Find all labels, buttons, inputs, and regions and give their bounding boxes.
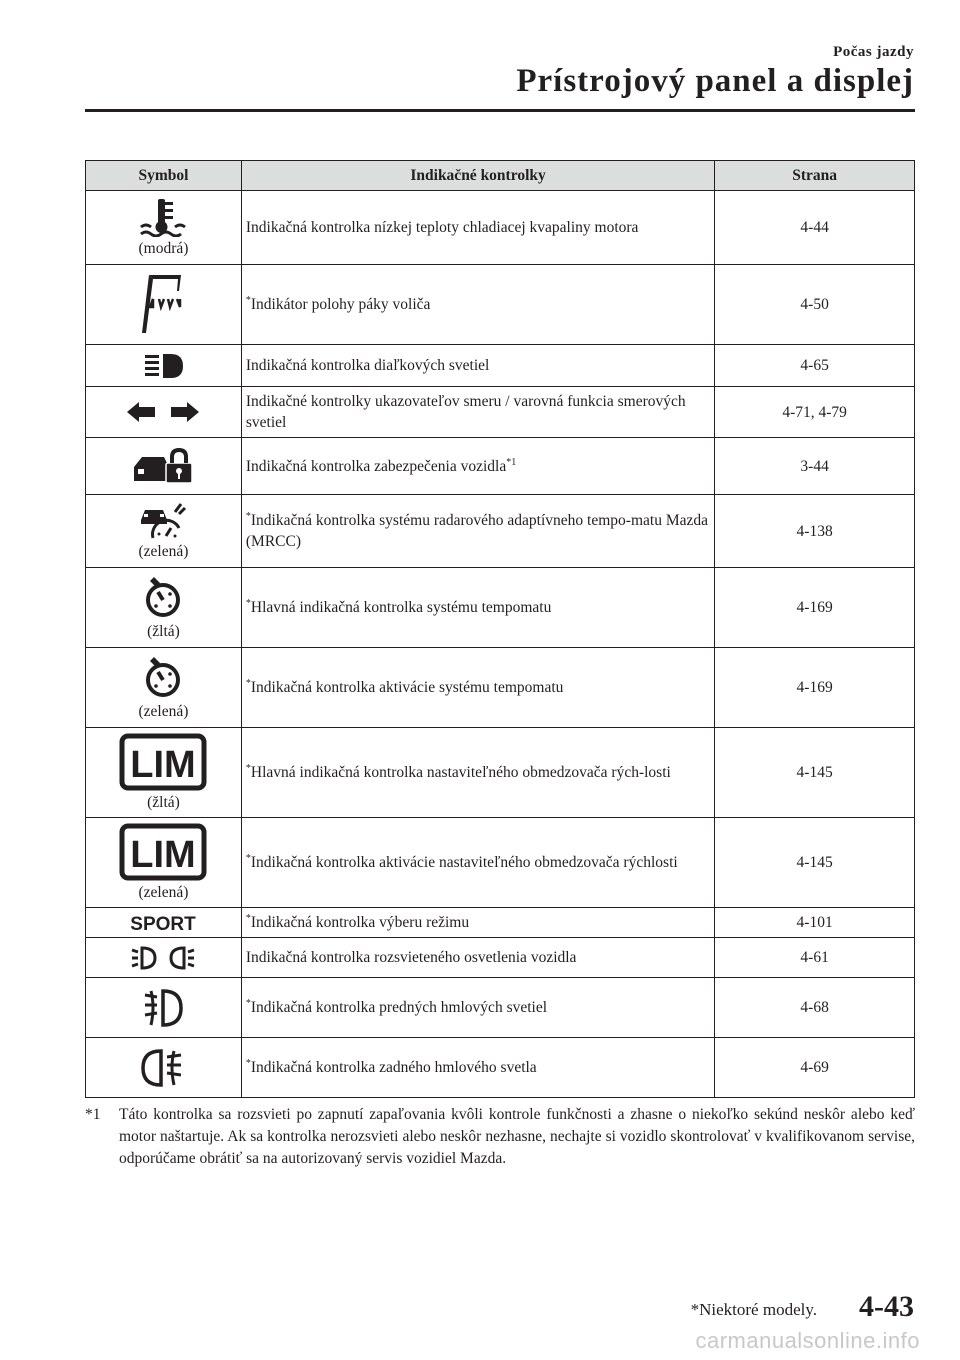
indicator-description: *Hlavná indikačná kontrolka systému tempomatu <box>241 568 714 648</box>
indicator-description: Indikačná kontrolka nízkej teploty chladiacej kvapaliny motora <box>241 191 714 265</box>
footnote-mark: *1 <box>85 1106 101 1123</box>
page-header <box>516 44 914 101</box>
symbol-color-note: (zelená) <box>138 883 189 901</box>
symbol-cell <box>86 728 242 818</box>
indicator-description: Indikačná kontrolka zabezpečenia vozidla$^{*1}$ <box>241 438 714 495</box>
symbol-cell <box>86 908 242 938</box>
high-beam-icon <box>137 351 189 381</box>
section-title: Počas jazdy <box>833 44 914 60</box>
table-row <box>86 978 915 1038</box>
svg-text:LIM: LIM <box>130 833 197 876</box>
page-reference: 4-145 <box>715 728 915 818</box>
column-header-indicators: Indikačné kontrolky <box>241 161 714 191</box>
indicator-description: *Indikačná kontrolka aktivácie nastaviteľného obmedzovača rýchlosti <box>241 818 714 908</box>
table-row <box>86 728 915 818</box>
lim-icon <box>119 733 207 791</box>
symbol-cell <box>86 387 242 438</box>
symbol-cell <box>86 818 242 908</box>
indicator-description: Indikačné kontrolky ukazovateľov smeru / varovná funkcia smerových svetiel <box>241 387 714 438</box>
page-number: 4-43 <box>859 1290 914 1323</box>
indicator-description: *Indikátor polohy páky voliča <box>241 265 714 345</box>
column-header-symbol: Symbol <box>86 161 242 191</box>
page-footer <box>690 1290 914 1324</box>
front-fog-icon <box>137 987 189 1029</box>
header-rule <box>85 109 915 112</box>
symbol-cell <box>86 191 242 265</box>
lim-icon <box>119 823 207 881</box>
page-reference: 4-69 <box>715 1038 915 1098</box>
svg-text:LIM: LIM <box>130 743 197 786</box>
page-reference: 4-44 <box>715 191 915 265</box>
table-row <box>86 648 915 728</box>
indicator-description: *Hlavná indikačná kontrolka nastaviteľného obmedzovača rých-losti <box>241 728 714 818</box>
symbol-cell <box>86 345 242 387</box>
table-row <box>86 265 915 345</box>
table-row <box>86 1038 915 1098</box>
cruise-set-icon <box>140 654 186 700</box>
symbol-color-note: (žltá) <box>147 793 180 811</box>
sport-mode-icon <box>123 912 203 934</box>
symbol-color-note: (modrá) <box>138 239 189 257</box>
symbol-cell <box>86 648 242 728</box>
table-header-row <box>86 161 915 191</box>
indicator-description: *Indikačná kontrolka výberu režimu <box>241 908 714 938</box>
column-header-page: Strana <box>715 161 915 191</box>
indicator-description: *Indikačná kontrolka systému radarového adaptívneho tempo-matu Mazda (MRCC) <box>241 495 714 568</box>
turn-signal-icon <box>125 400 201 424</box>
symbol-color-note: (zelená) <box>138 543 189 560</box>
indicator-description: Indikačná kontrolka diaľkových svetiel <box>241 345 714 387</box>
symbol-cell <box>86 265 242 345</box>
table-row <box>86 191 915 265</box>
footnote <box>85 1104 915 1170</box>
table-row <box>86 495 915 568</box>
page-reference: 4-61 <box>715 938 915 978</box>
table-row <box>86 938 915 978</box>
symbol-color-note: (žltá) <box>147 622 180 640</box>
table-row <box>86 438 915 495</box>
cruise-main-icon <box>140 574 186 620</box>
security-lock-icon <box>130 447 196 485</box>
symbol-color-note: (zelená) <box>138 702 189 720</box>
page-reference: 4-169 <box>715 648 915 728</box>
indicator-description: *Indikačná kontrolka zadného hmlového svetla <box>241 1038 714 1098</box>
page-reference: 4-65 <box>715 345 915 387</box>
lights-on-icon <box>129 944 197 972</box>
symbol-cell <box>86 1038 242 1098</box>
radar-cruise-icon <box>137 500 189 540</box>
page-reference: 3-44 <box>715 438 915 495</box>
rear-fog-icon <box>137 1047 189 1089</box>
symbol-cell <box>86 495 242 568</box>
chapter-title: Prístrojový panel a displej <box>516 63 914 99</box>
footer-note: *Niektoré modely. <box>690 1300 817 1319</box>
indicator-description: *Indikačná kontrolka predných hmlových svetiel <box>241 978 714 1038</box>
symbol-cell <box>86 938 242 978</box>
footnote-text: Táto kontrolka sa rozsvieti po zapnutí zapaľovania kvôli kontrole funkčnosti a zhasne o niekoľko sekúnd neskôr alebo keď motor naštartuje. Ak sa kontrolka nerozsvieti alebo neskôr nezhasne, nechajte si vozidlo skontrolovať v kvalifikovanom servise, odporúčame obrátiť sa na autorizovaný servis vozidiel Mazda. <box>119 1106 915 1167</box>
watermark: carmanualsonline.info <box>695 1328 920 1353</box>
page-reference: 4-138 <box>715 495 915 568</box>
svg-text:SPORT: SPORT <box>130 913 197 934</box>
indicator-description: *Indikačná kontrolka aktivácie systému tempomatu <box>241 648 714 728</box>
symbol-cell <box>86 978 242 1038</box>
table-row <box>86 818 915 908</box>
symbol-cell <box>86 568 242 648</box>
page-reference: 4-145 <box>715 818 915 908</box>
page-reference: 4-169 <box>715 568 915 648</box>
symbol-cell <box>86 438 242 495</box>
page-reference: 4-68 <box>715 978 915 1038</box>
page-reference: 4-50 <box>715 265 915 345</box>
table-row <box>86 345 915 387</box>
table-row <box>86 908 915 938</box>
table-row <box>86 568 915 648</box>
indicator-table <box>85 160 915 1098</box>
coolant-temperature-icon <box>137 197 189 237</box>
indicator-description: Indikačná kontrolka rozsvieteného osvetlenia vozidla <box>241 938 714 978</box>
table-row <box>86 387 915 438</box>
page-reference: 4-101 <box>715 908 915 938</box>
page-reference: 4-71, 4-79 <box>715 387 915 438</box>
shift-position-icon <box>137 271 189 339</box>
